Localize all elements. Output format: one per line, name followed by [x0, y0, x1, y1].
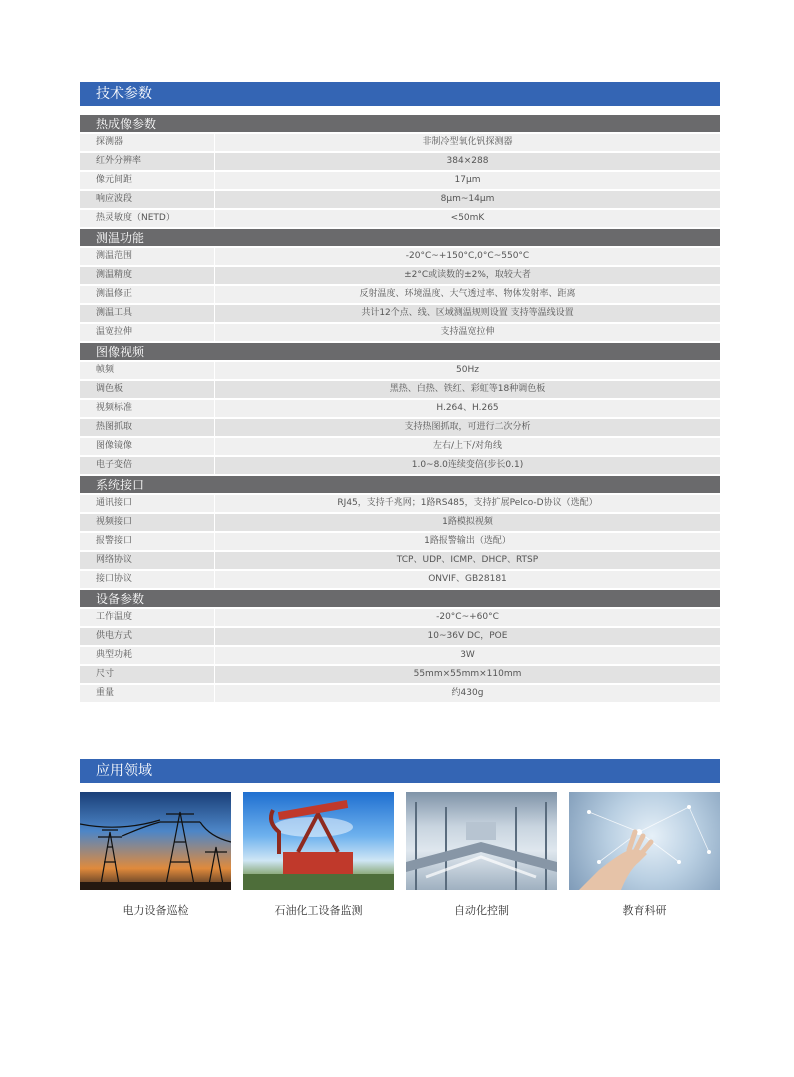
spec-row [80, 267, 720, 284]
spec-row [80, 438, 720, 455]
spec-table [80, 115, 720, 704]
spec-label: 测温精度 [80, 267, 215, 284]
spec-row [80, 685, 720, 702]
application-gallery [80, 792, 720, 918]
spec-value: 50Hz [456, 365, 479, 375]
spec-value: 左右/上下/对角线 [432, 441, 503, 451]
spec-row [80, 533, 720, 550]
spec-value: TCP、UDP、ICMP、DHCP、RTSP [396, 555, 539, 565]
spec-label: 工作温度 [80, 609, 215, 626]
spec-value: <50mK [450, 213, 485, 223]
spec-row [80, 248, 720, 265]
spec-label: 测温修正 [80, 286, 215, 303]
spec-label: 测温工具 [80, 305, 215, 322]
application-label: 电力设备巡检 [122, 904, 189, 917]
spec-label: 网络协议 [80, 552, 215, 569]
spec-value: 10~36V DC，POE [427, 631, 508, 641]
spec-group-title: 热成像参数 [80, 115, 720, 132]
spec-value: 共计12个点、线、区域测温规则设置 支持等温线设置 [361, 308, 574, 318]
spec-value: 非制冷型氧化钒探测器 [422, 137, 513, 147]
spec-row [80, 153, 720, 170]
spec-row [80, 381, 720, 398]
oil-pump-image [243, 792, 394, 890]
spec-label: 报警接口 [80, 533, 215, 550]
spec-group [80, 476, 720, 588]
spec-row [80, 571, 720, 588]
spec-group [80, 590, 720, 702]
spec-value: ONVIF、GB28181 [428, 574, 507, 584]
spec-value: -20°C~+60°C [436, 612, 499, 622]
spec-label: 视频标准 [80, 400, 215, 417]
spec-row [80, 286, 720, 303]
application-education [569, 792, 720, 918]
spec-label: 通讯接口 [80, 495, 215, 512]
application-automation [406, 792, 557, 918]
application-label: 教育科研 [622, 904, 667, 917]
spec-row [80, 609, 720, 626]
spec-value: 17μm [454, 175, 481, 185]
application-section-title: 应用领域 [80, 759, 720, 783]
spec-group [80, 343, 720, 474]
spec-label: 热灵敏度（NETD） [80, 210, 215, 227]
spec-group-title: 图像视频 [80, 343, 720, 360]
spec-value: 反射温度、环境温度、大气透过率、物体发射率、距离 [359, 289, 576, 299]
spec-value: ±2°C或读数的±2%，取较大者 [404, 270, 531, 280]
spec-row [80, 134, 720, 151]
spec-row [80, 191, 720, 208]
spec-row [80, 495, 720, 512]
spec-label: 响应波段 [80, 191, 215, 208]
spec-row [80, 172, 720, 189]
spec-label: 图像镜像 [80, 438, 215, 455]
spec-label: 调色板 [80, 381, 215, 398]
spec-value: 384×288 [446, 156, 489, 166]
spec-label: 热图抓取 [80, 419, 215, 436]
spec-label: 典型功耗 [80, 647, 215, 664]
spec-label: 接口协议 [80, 571, 215, 588]
spec-value: -20°C~+150°C,0°C~550°C [405, 251, 530, 261]
application-petrochemical [243, 792, 394, 918]
factory-line-image [406, 792, 557, 890]
spec-group-title: 系统接口 [80, 476, 720, 493]
spec-label: 探测器 [80, 134, 215, 151]
spec-label: 温宽拉伸 [80, 324, 215, 341]
spec-label: 测温范围 [80, 248, 215, 265]
spec-value: 3W [460, 650, 475, 660]
spec-group-title: 设备参数 [80, 590, 720, 607]
spec-row [80, 305, 720, 322]
application-label: 自动化控制 [454, 904, 509, 917]
spec-value: 黑热、白热、铁红、彩虹等18种调色板 [389, 384, 546, 394]
spec-group [80, 229, 720, 341]
spec-group [80, 115, 720, 227]
spec-label: 供电方式 [80, 628, 215, 645]
spec-label: 电子变倍 [80, 457, 215, 474]
spec-label: 帧频 [80, 362, 215, 379]
power-tower-image [80, 792, 231, 890]
spec-label: 视频接口 [80, 514, 215, 531]
spec-row [80, 514, 720, 531]
spec-row [80, 362, 720, 379]
spec-row [80, 419, 720, 436]
spec-row [80, 400, 720, 417]
spec-row [80, 324, 720, 341]
spec-value: H.264、H.265 [436, 403, 499, 413]
spec-group-title: 测温功能 [80, 229, 720, 246]
spec-label: 重量 [80, 685, 215, 702]
spec-row [80, 210, 720, 227]
spec-row [80, 552, 720, 569]
application-power [80, 792, 231, 918]
spec-section-title: 技术参数 [80, 82, 720, 106]
spec-value: 1.0~8.0连续变倍(步长0.1) [411, 460, 524, 470]
spec-row [80, 666, 720, 683]
spec-label: 像元间距 [80, 172, 215, 189]
spec-value: 8μm~14μm [440, 194, 495, 204]
spec-row [80, 628, 720, 645]
spec-value: 支持温宽拉伸 [440, 327, 495, 337]
spec-value: 支持热图抓取，可进行二次分析 [404, 422, 531, 432]
spec-value: 约430g [451, 688, 484, 698]
spec-value: RJ45，支持千兆网；1路RS485，支持扩展Pelco-D协议（选配） [337, 498, 598, 508]
spec-label: 红外分辨率 [80, 153, 215, 170]
spec-value: 1路模拟视频 [442, 517, 493, 527]
spec-value: 1路报警输出（选配） [424, 536, 511, 546]
spec-label: 尺寸 [80, 666, 215, 683]
spec-row [80, 647, 720, 664]
spec-row [80, 457, 720, 474]
application-label: 石油化工设备监测 [274, 904, 363, 917]
research-hand-image [569, 792, 720, 890]
spec-value: 55mm×55mm×110mm [413, 669, 522, 679]
